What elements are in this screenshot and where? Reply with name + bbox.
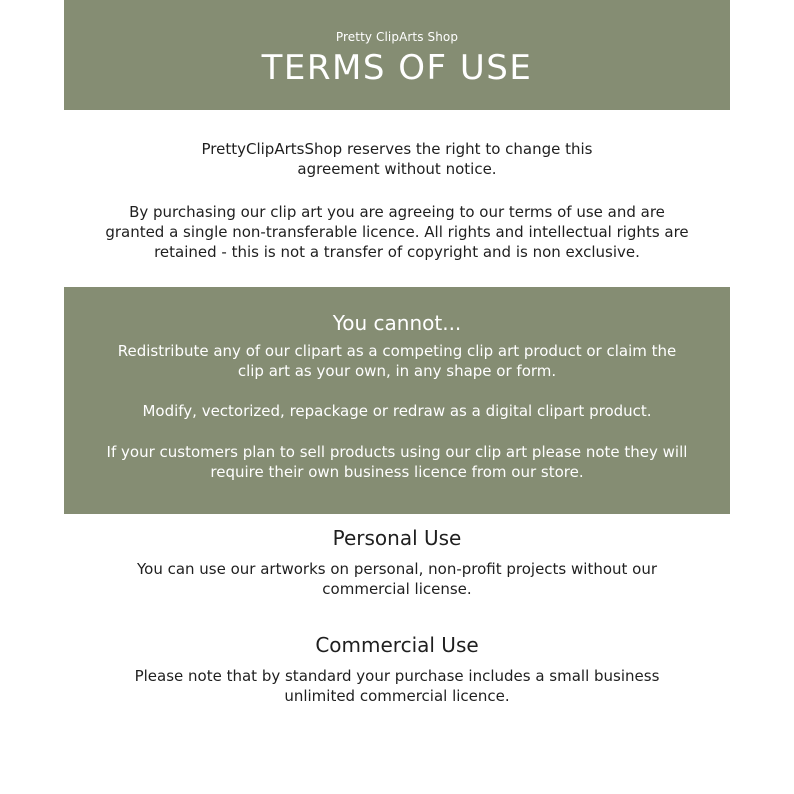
rule-line: Redistribute any of our clipart as a competing clip art product or claim the [117, 342, 677, 360]
intro-line: PrettyClipArtsShop reserves the right to change this [201, 140, 593, 158]
cannot-rule-modify [64, 401, 730, 421]
commercial-use-line: Please note that by standard your purchase includes a small business [134, 667, 660, 685]
shop-name: Pretty ClipArts Shop [335, 30, 459, 44]
intro-line: agreement without notice. [297, 160, 497, 178]
intro-line: By purchasing our clip art you are agreeing to our terms of use and are [129, 203, 665, 221]
personal-use-text [64, 559, 730, 599]
rule-line: Modify, vectorized, repackage or redraw as a digital clipart product. [142, 402, 652, 420]
cannot-rule-customers [64, 442, 730, 482]
intro-paragraph-change-notice [64, 139, 730, 179]
header-band [64, 0, 730, 110]
cannot-rule-redistribute [64, 341, 730, 381]
intro-paragraph-agreement [64, 202, 730, 262]
personal-use-line: commercial license. [322, 580, 472, 598]
intro-line: granted a single non-transferable licence. All rights and intellectual rights are [105, 223, 689, 241]
intro-line: retained - this is not a transfer of copyright and is non exclusive. [154, 243, 640, 261]
commercial-use-text [64, 666, 730, 706]
personal-use-line: You can use our artworks on personal, non-profit projects without our [136, 560, 658, 578]
cannot-section [64, 287, 730, 514]
page-title: TERMS OF USE [261, 48, 533, 88]
cannot-title: You cannot... [332, 311, 462, 335]
rule-line: If your customers plan to sell products using our clip art please note they will [106, 443, 688, 461]
commercial-use-title: Commercial Use [315, 633, 479, 657]
rule-line: require their own business licence from our store. [210, 463, 584, 481]
personal-use-title: Personal Use [332, 526, 462, 550]
commercial-use-line: unlimited commercial licence. [284, 687, 510, 705]
rule-line: clip art as your own, in any shape or form. [237, 362, 557, 380]
